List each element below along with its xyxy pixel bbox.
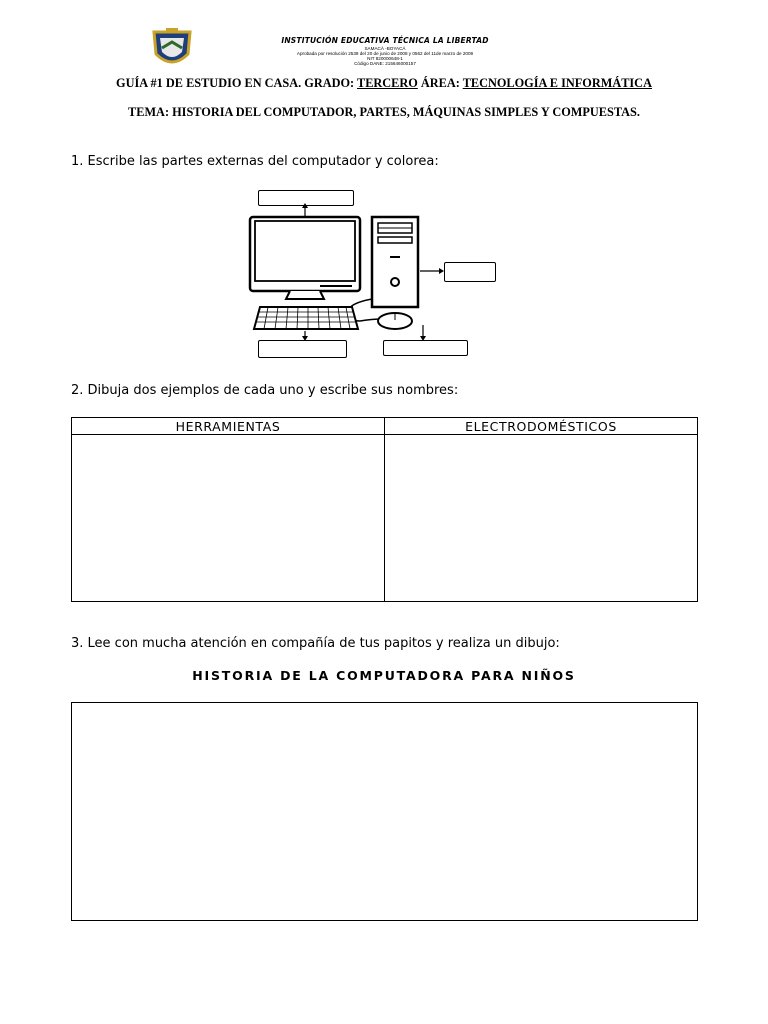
institution-location: SAMACÁ -BOYACÁ [364, 46, 406, 51]
table-header-tools: HERRAMIENTAS [72, 418, 385, 435]
story-title: HISTORIA DE LA COMPUTADORA PARA NIÑOS [192, 668, 576, 683]
appliances-drawing-cell[interactable] [385, 435, 698, 602]
computer-illustration-icon [240, 195, 500, 345]
guide-heading [0, 76, 768, 91]
examples-table [71, 417, 698, 602]
tools-drawing-cell[interactable] [72, 435, 385, 602]
school-crest-icon [150, 26, 194, 70]
area-value: TECNOLOGÍA E INFORMÁTICA [462, 76, 652, 90]
institution-dane: Código DANE: 215646000157 [354, 61, 416, 66]
question-2: 2. Dibuja dos ejemplos de cada uno y escribe sus nombres: [71, 383, 459, 398]
institution-name: INSTITUCIÓN EDUCATIVA TÉCNICA LA LIBERTAD [281, 36, 489, 45]
drawing-box[interactable] [71, 702, 698, 921]
question-1: 1. Escribe las partes externas del computador y colorea: [71, 154, 439, 169]
institution-resolution: Aprobada por resolución 2539 del 20 de junio de 2008 y 0562 del 11de marzo de 2009 [296, 51, 474, 56]
institution-nit: NIT 820000648-1 [367, 56, 403, 61]
topic-heading: TEMA: HISTORIA DEL COMPUTADOR, PARTES, MÁQUINAS SIMPLES Y COMPUESTAS. [128, 105, 640, 119]
table-header-row [72, 418, 698, 435]
table-row [72, 435, 698, 602]
area-label: ÁREA: [417, 76, 463, 90]
grade-value: TERCERO [357, 76, 418, 90]
question-3: 3. Lee con mucha atención en compañía de tus papitos y realiza un dibujo: [71, 636, 560, 651]
guide-prefix: GUÍA #1 DE ESTUDIO EN CASA. GRADO: [116, 76, 357, 90]
table-header-appliances: ELECTRODOMÉSTICOS [385, 418, 698, 435]
